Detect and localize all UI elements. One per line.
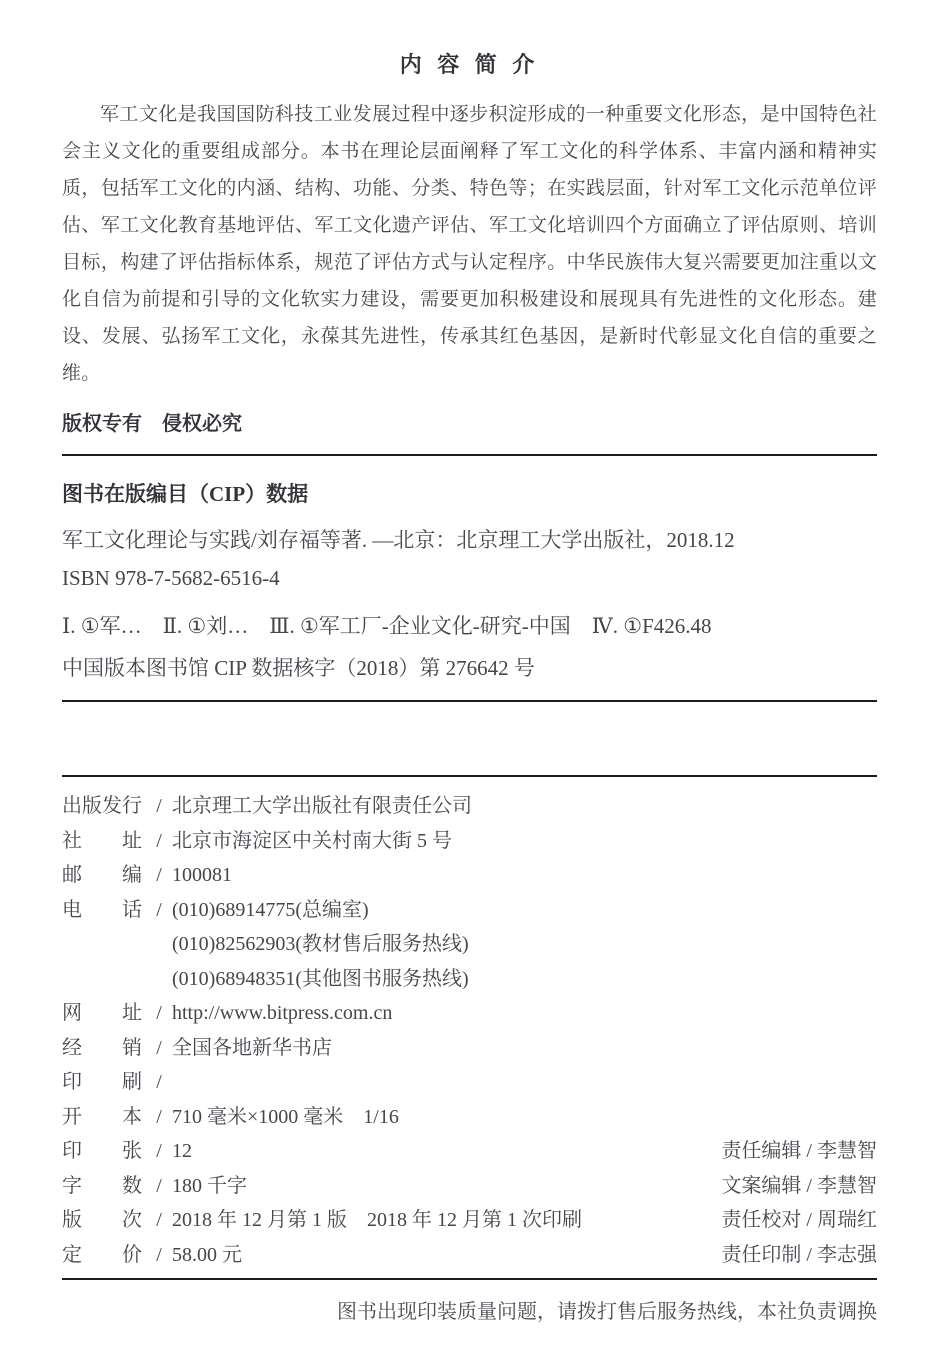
colophon-separator: / [156, 1036, 162, 1059]
colophon-label: 版 次 [62, 1209, 142, 1231]
colophon-separator: / [156, 864, 162, 886]
divider-colophon-top [62, 775, 877, 777]
colophon-row [62, 789, 877, 824]
copyright-notice: 版权专有 侵权必究 [62, 413, 242, 435]
colophon-value: 100081 [172, 864, 232, 886]
colophon-row [62, 927, 877, 962]
colophon-value: 北京理工大学出版社有限责任公司 [172, 795, 472, 817]
colophon-row [62, 1203, 877, 1238]
colophon-label: 邮 编 [62, 864, 142, 886]
colophon-separator: / [156, 1174, 162, 1197]
cip-classification-line: Ⅰ. ①军… Ⅱ. ①刘… Ⅲ. ①军工厂-企业文化-研究-中国 Ⅳ. ①F426.48 [62, 614, 712, 638]
colophon-label: 定 价 [62, 1243, 142, 1266]
colophon-label: 印 张 [62, 1140, 142, 1162]
colophon-credit: 文案编辑 / 李慧智 [721, 1174, 877, 1197]
colophon-separator: / [156, 829, 162, 852]
colophon-row [62, 962, 877, 997]
colophon-label: 印 刷 [62, 1071, 142, 1093]
colophon-row [62, 1238, 877, 1273]
colophon-value: 2018 年 12 月第 1 版 2018 年 12 月第 1 次印刷 [172, 1209, 582, 1231]
divider-top [62, 454, 877, 456]
colophon-separator: / [156, 1105, 162, 1128]
colophon-label: 电 话 [62, 898, 142, 921]
cip-section [62, 480, 877, 682]
colophon-row [62, 1134, 877, 1169]
colophon-separator: / [156, 898, 162, 921]
colophon-label: 网 址 [62, 1002, 142, 1024]
cip-record-line: 中国版本图书馆 CIP 数据核字（2018）第 276642 号 [62, 656, 535, 680]
colophon-separator: / [156, 1140, 162, 1162]
colophon-separator: / [156, 1243, 162, 1266]
colophon-value: (010)68914775(总编室) [172, 898, 369, 921]
divider-bottom [62, 1278, 877, 1280]
colophon-value: 58.00 元 [172, 1243, 242, 1266]
colophon-value: (010)82562903(教材售后服务热线) [172, 933, 469, 955]
colophon-row [62, 1031, 877, 1066]
colophon-section [62, 789, 877, 1272]
colophon-value: 全国各地新华书店 [172, 1036, 332, 1059]
colophon-row [62, 1100, 877, 1135]
colophon-value: 710 毫米×1000 毫米 1/16 [172, 1105, 399, 1128]
cip-heading: 图书在版编目（CIP）数据 [62, 482, 309, 506]
colophon-label: 出版发行 [62, 795, 142, 817]
colophon-separator: / [156, 1002, 162, 1024]
cip-isbn-line: ISBN 978-7-5682-6516-4 [62, 566, 280, 590]
colophon-credit: 责任印制 / 李志强 [721, 1243, 877, 1266]
colophon-separator: / [156, 1209, 162, 1231]
colophon-value: 12 [172, 1140, 192, 1162]
page-title: 内 容 简 介 [399, 52, 540, 77]
intro-paragraph: 军工文化是我国国防科技工业发展过程中逐步积淀形成的一种重要文化形态，是中国特色社会主义文化的重要组成部分。本书在理论层面阐释了军工文化的科学体系、丰富内涵和精神实质，包括军工文化的内涵、结构、功能、分类、特色等；在实践层面，针对军工文化示范单位评估、军工文化教育基地评估、军工文化遗产评估、军工文化培训四个方面确立了评估原则、培训目标，构建了评估指标体系，规范了评估方式与认定程序。中华民族伟大复兴需要更加注重以文化自信为前提和引导的文化软实力建设，需要更加积极建设和展现具有先进性的文化形态。建设、发展、弘扬军工文化，永葆其先进性，传承其红色基因，是新时代彰显文化自信的重要之维。 [62, 104, 877, 384]
colophon-row [62, 858, 877, 893]
quality-notice: 图书出现印装质量问题，请拨打售后服务热线，本社负责调换 [337, 1301, 877, 1323]
colophon-label: 社 址 [62, 829, 142, 852]
cip-title-line: 军工文化理论与实践/刘存福等著. —北京：北京理工大学出版社，2018.12 [62, 528, 735, 552]
colophon-row [62, 1169, 877, 1204]
colophon-separator: / [156, 1071, 162, 1093]
colophon-label: 开 本 [62, 1105, 142, 1128]
colophon-row [62, 1065, 877, 1100]
colophon-value: http://www.bitpress.com.cn [172, 1002, 393, 1024]
colophon-row [62, 996, 877, 1031]
divider-cip-bottom [62, 700, 877, 702]
colophon-value: 北京市海淀区中关村南大街 5 号 [172, 829, 452, 852]
colophon-value: 180 千字 [172, 1174, 247, 1197]
colophon-row [62, 824, 877, 859]
copyright-page [0, 50, 934, 1367]
colophon-label: 字 数 [62, 1174, 142, 1197]
colophon-separator: / [156, 795, 162, 817]
colophon-value: (010)68948351(其他图书服务热线) [172, 967, 469, 990]
colophon-label: 经 销 [62, 1036, 142, 1059]
colophon-credit: 责任编辑 / 李慧智 [721, 1140, 877, 1162]
colophon-row [62, 893, 877, 928]
colophon-credit: 责任校对 / 周瑞红 [721, 1209, 877, 1231]
